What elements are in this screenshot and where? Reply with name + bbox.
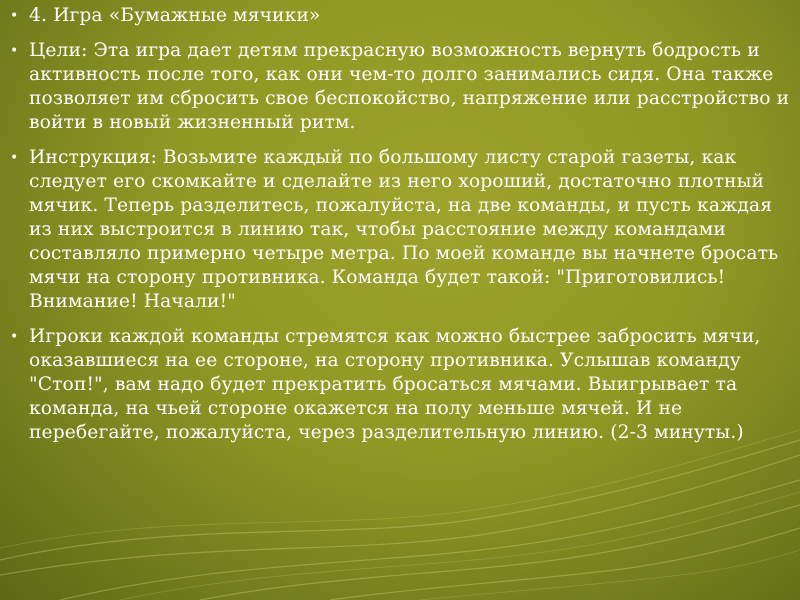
slide-title-bullet	[10, 4, 790, 28]
rules-text: Игроки каждой команды стремятся как можно быстрее забросить мячи, оказавшиеся на ее стороне, на сторону противника. Услышав команду "Стоп!", вам надо будет прекратить бросаться мячами. Выигрывает та команда, на чьей стороне окажется на полу меньше мячей. И не перебегайте, пожалуйста, через разделительную линию. (2-3 минуты.)	[29, 326, 761, 443]
instruction-text: Инструкция: Возьмите каждый по большому листу старой газеты, как следует его скомкайте и сделайте из него хороший, достаточно плотный мячик. Теперь разделитесь, пожалуйста, на две команды, и пусть каждая из них выстроится в линию так, чтобы расстояние между командами составляло примерно четыре метра. По моей команде вы начнете бросать мячи на сторону противника. Команда будет такой: "Приготовились! Внимание! Начали!"	[29, 147, 779, 312]
bullet-icon: •	[10, 8, 19, 24]
instruction-bullet	[10, 146, 790, 314]
bullet-icon: •	[10, 329, 19, 345]
goals-bullet	[10, 39, 790, 135]
slide-title: 4. Игра «Бумажные мячики»	[29, 5, 321, 26]
bullet-icon: •	[10, 43, 19, 59]
bullet-icon: •	[10, 150, 19, 166]
goals-text: Цели: Эта игра дает детям прекрасную возможность вернуть бодрость и активность после того, как они чем-то долго занимались сидя. Она также позволяет им сбросить свое беспокойство, напряжение или расстройство и войти в новый жизненный ритм.	[29, 40, 790, 133]
slide-content	[10, 4, 790, 456]
rules-bullet	[10, 325, 790, 445]
